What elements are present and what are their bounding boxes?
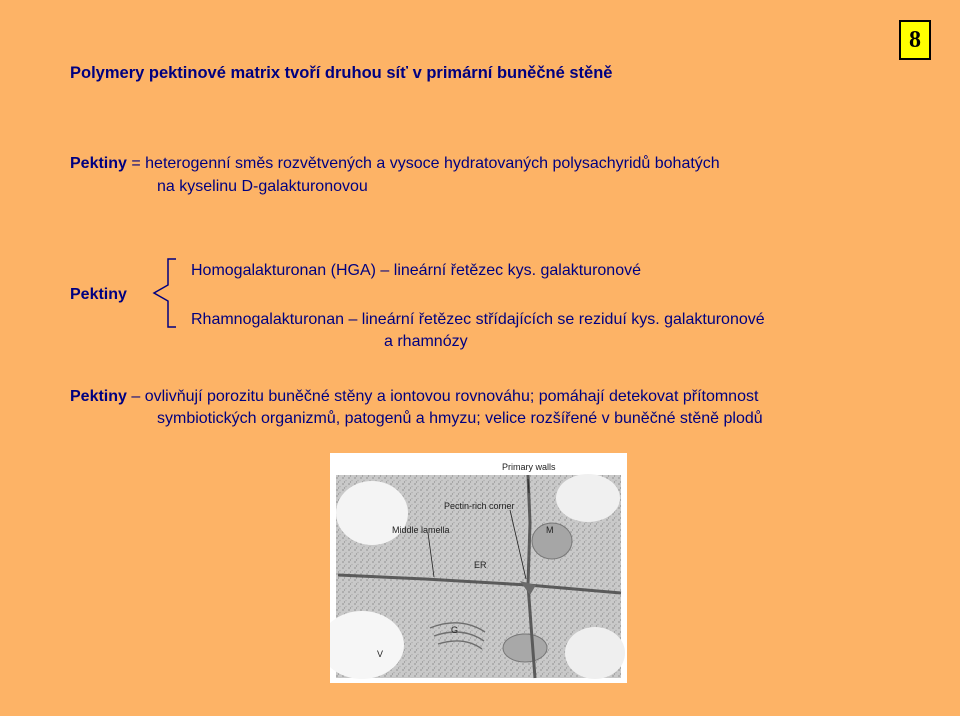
- definition-text-1: heterogenní směs rozvětvených a vysoce hydratovaných polysachyridů bohatých: [145, 155, 720, 172]
- type-rg-line-1: Rhamnogalakturonan – lineární řetězec střídajících se reziduí kys. galakturonové: [191, 311, 765, 328]
- page-number-badge: 8: [899, 20, 931, 60]
- definition-line-2: na kyselinu D-galakturonovou: [157, 178, 368, 195]
- label-pectin-corner: Pectin-rich corner: [444, 501, 515, 511]
- slide-title: Polymery pektinové matrix tvoří druhou síť v primární buněčné stěně: [70, 64, 613, 82]
- function-text-1: – ovlivňují porozitu buněčné stěny a iontovou rovnováhu; pomáhají detekovat přítomnost: [126, 388, 759, 405]
- definition-term: Pektiny: [70, 155, 127, 172]
- label-er: ER: [474, 560, 487, 570]
- label-middle-lamella: Middle lamella: [392, 525, 450, 535]
- micrograph-svg: [330, 453, 627, 683]
- type-hga: Homogalakturonan (HGA) – lineární řetězec kys. galakturonové: [191, 262, 641, 279]
- function-line-2: symbiotických organizmů, patogenů a hmyzu; velice rozšířené v buněčné stěně plodů: [157, 410, 763, 427]
- definition-eq: =: [126, 155, 146, 172]
- electron-micrograph: [330, 453, 627, 683]
- label-g: G: [451, 625, 459, 635]
- definition-line-1: [70, 155, 720, 173]
- bracket-icon: [150, 255, 194, 331]
- function-term: Pektiny: [70, 388, 127, 405]
- type-rg-line-2: a rhamnózy: [384, 333, 468, 350]
- types-label: Pektiny: [70, 286, 127, 303]
- label-primary-walls: Primary walls: [502, 462, 556, 472]
- label-v: V: [377, 649, 384, 659]
- label-m: M: [546, 525, 554, 535]
- function-line-1: [70, 388, 758, 406]
